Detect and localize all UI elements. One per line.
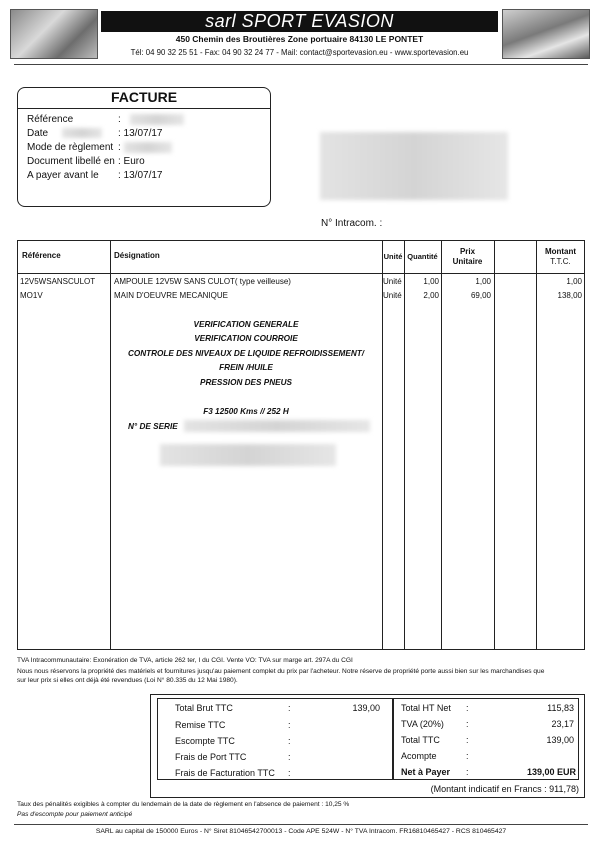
total-colon: : xyxy=(466,735,469,745)
invoice-field-value: : 13/07/17 xyxy=(118,128,163,139)
total-label: Total HT Net xyxy=(401,703,451,713)
row-price: 69,00 xyxy=(470,291,491,300)
col-header-prix: Prix xyxy=(459,247,476,256)
column-divider xyxy=(494,240,495,650)
row-unite: Unité xyxy=(383,277,402,286)
row-amount: 138,00 xyxy=(557,291,582,300)
column-divider xyxy=(536,240,537,650)
invoice-field-label: Document libellé en xyxy=(27,156,115,167)
invoice-field-label: Référence xyxy=(27,114,74,125)
invoice-field-value: : xyxy=(118,142,121,153)
company-address: 450 Chemin des Broutières Zone portuaire 84130 LE PONTET xyxy=(175,34,424,44)
no-discount-note: Pas d'escompte pour paiement anticipé xyxy=(17,811,133,818)
header-photo-quad xyxy=(10,9,98,59)
total-colon: : xyxy=(288,736,291,746)
work-description-line: VERIFICATION COURROIE xyxy=(194,334,298,343)
work-description-line: PRESSION DES PNEUS xyxy=(200,378,292,387)
row-price: 1,00 xyxy=(475,277,491,286)
net-to-pay-label: Net à Payer xyxy=(401,767,451,777)
row-ref: MO1V xyxy=(20,291,43,300)
total-label: Total TTC xyxy=(401,735,440,745)
reserve-note-line1: Nous nous réservons la propriété des matériels et fournitures jusqu'au paiement complet du prix par l'acheteur. Notre réserve de propriété porte aussi bien sur les marchandises que xyxy=(17,668,545,675)
col-header-unitaire: Unitaire xyxy=(452,257,483,266)
legal-footer: SARL au capital de 150000 Euros - N° Siret 81046542700013 - Code APE 524W - N° TVA Intracom. FR16810465427 - RCS 810465427 xyxy=(95,828,507,835)
serial-label: N° DE SERIE xyxy=(128,422,178,431)
reserve-note-line2: sur leur prix si elles ont déjà été revendues (Loi N° 80.335 du 12 Mai 1980). xyxy=(17,677,238,684)
total-label: Frais de Port TTC xyxy=(175,752,247,762)
total-colon: : xyxy=(466,719,469,729)
col-header-reference: Référence xyxy=(22,251,61,260)
column-divider xyxy=(404,240,405,650)
work-description-line: VERIFICATION GENERALE xyxy=(193,320,299,329)
redacted-serial xyxy=(184,420,370,432)
francs-equivalent: (Montant indicatif en Francs : 911,78) xyxy=(430,784,579,794)
total-colon: : xyxy=(288,720,291,730)
invoice-field-value: : 13/07/17 xyxy=(118,170,163,181)
row-amount: 1,00 xyxy=(566,277,582,286)
invoice-title-divider xyxy=(17,108,271,109)
col-header-unite: Unité xyxy=(383,252,403,261)
redacted-date-extra xyxy=(62,128,102,138)
total-colon: : xyxy=(288,768,291,778)
total-value: 115,83 xyxy=(547,703,574,713)
col-header-ttc: T.T.C. xyxy=(550,257,571,266)
total-value: 139,00 xyxy=(352,703,380,713)
redacted-client-address xyxy=(320,132,508,200)
company-banner: sarl SPORT EVASION xyxy=(101,11,498,32)
row-ref: 12V5WSANSCULOT xyxy=(20,277,96,286)
total-label: Acompte xyxy=(401,751,437,761)
work-description-line: FREIN /HUILE xyxy=(219,363,273,372)
total-value: 139,00 xyxy=(546,735,574,745)
total-colon: : xyxy=(288,752,291,762)
redacted-vehicle xyxy=(160,444,336,466)
table-header-divider xyxy=(17,273,585,274)
column-divider xyxy=(441,240,442,650)
invoice-field-label: Date xyxy=(27,128,49,139)
total-label: Frais de Facturation TTC xyxy=(175,768,275,778)
col-header-designation: Désignation xyxy=(114,251,160,260)
column-divider xyxy=(382,240,383,650)
row-designation: MAIN D'OEUVRE MECANIQUE xyxy=(114,291,228,300)
mileage-line: F3 12500 Kms // 252 H xyxy=(203,407,289,416)
company-contact: Tél: 04 90 32 25 51 - Fax: 04 90 32 24 77 - Mail: contact@sportevasion.eu - www.sportevasion.eu xyxy=(130,48,469,57)
header-photo-jetski xyxy=(502,9,590,59)
total-colon: : xyxy=(466,751,469,761)
invoice-field-label: Mode de règlement xyxy=(27,142,114,153)
redacted-reference xyxy=(130,114,184,125)
row-designation: AMPOULE 12V5W SANS CULOT( type veilleuse) xyxy=(114,277,291,286)
net-to-pay-value: 139,00 EUR xyxy=(526,767,576,777)
column-divider xyxy=(110,240,111,650)
header-divider xyxy=(14,64,588,65)
total-label: Remise TTC xyxy=(175,720,226,730)
total-label: Escompte TTC xyxy=(175,736,235,746)
total-value: 23,17 xyxy=(551,719,574,729)
work-description-line: CONTROLE DES NIVEAUX DE LIQUIDE REFROIDISSEMENT/ xyxy=(127,349,365,358)
intracom-label: N° Intracom. : xyxy=(321,218,383,229)
row-qty: 1,00 xyxy=(423,277,439,286)
total-colon: : xyxy=(466,703,469,713)
total-colon: : xyxy=(288,703,291,713)
total-colon: : xyxy=(466,767,469,777)
total-label: TVA (20%) xyxy=(401,719,444,729)
tva-note: TVA Intracommunautaire: Exonération de TVA, article 262 ter, I du CGI. Vente VO: TVA sur marge art. 297A du CGI xyxy=(17,657,353,664)
col-header-quantite: Quantité xyxy=(407,252,438,261)
col-header-montant: Montant xyxy=(544,247,577,256)
footer-divider xyxy=(14,824,588,825)
invoice-field-value: : xyxy=(118,114,121,125)
row-unite: Unité xyxy=(383,291,402,300)
redacted-payment-mode xyxy=(124,142,172,153)
invoice-field-label: A payer avant le xyxy=(27,170,99,181)
penalty-rate: Taux des pénalités exigibles à compter du lendemain de la date de règlement en l'absence de paiement : 10,25 % xyxy=(17,801,350,808)
total-label: Total Brut TTC xyxy=(175,703,233,713)
invoice-field-value: : Euro xyxy=(118,156,145,167)
invoice-title: FACTURE xyxy=(110,89,178,105)
row-qty: 2,00 xyxy=(423,291,439,300)
